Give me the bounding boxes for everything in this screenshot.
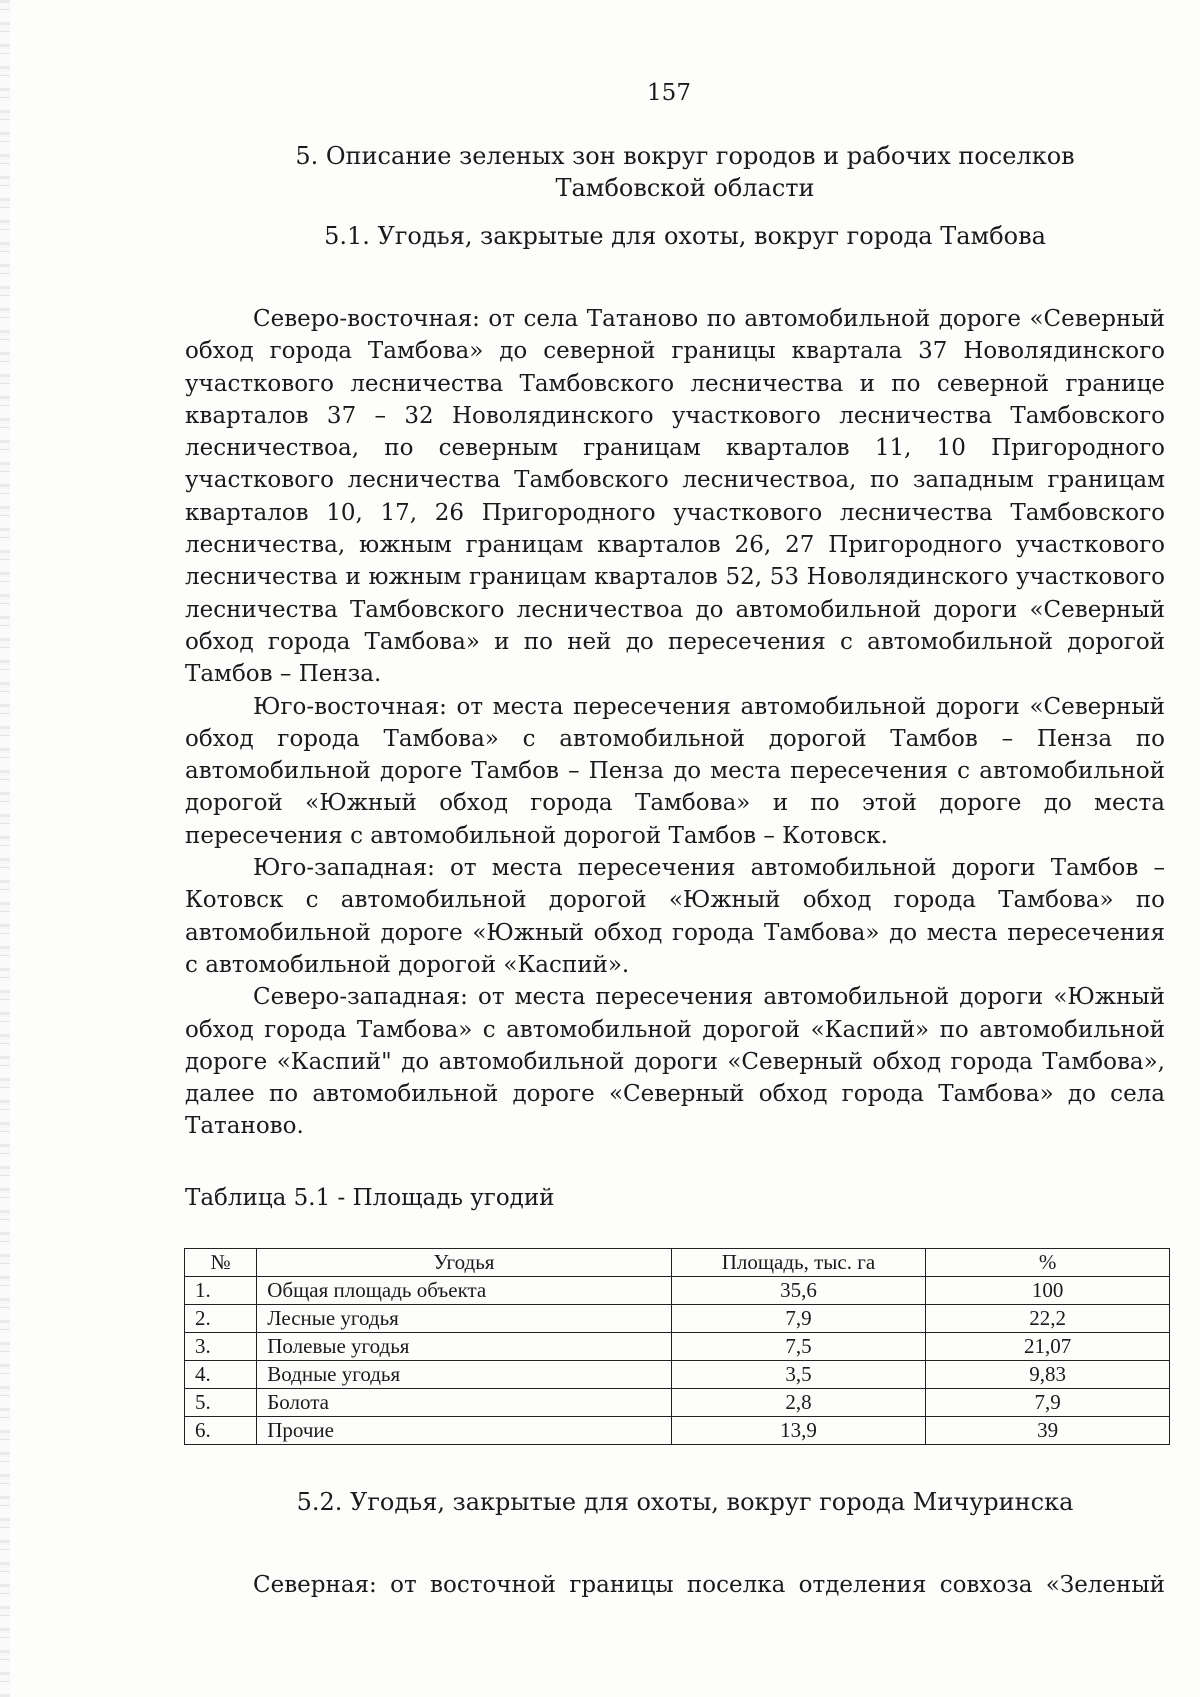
row-area: 13,9 xyxy=(671,1417,925,1445)
row-number: 6. xyxy=(185,1417,257,1445)
row-percent: 100 xyxy=(926,1277,1170,1305)
row-percent: 9,83 xyxy=(926,1361,1170,1389)
paragraph-southeast: Юго-восточная: от места пересечения автомобильной дороги «Северный обход города Тамбова» с автомобильной дорогой Тамбов – Пенза по автомобильной дороге Тамбов – Пенза до места пересечения с автомобильной дорогой «Южный обход города Тамбова» и по этой дороге до места пересечения с автомобильной дорогой Тамбов – Котовск. xyxy=(185,693,1165,849)
table-row xyxy=(185,1305,1170,1333)
table-row xyxy=(185,1389,1170,1417)
row-number: 2. xyxy=(185,1305,257,1333)
row-percent: 39 xyxy=(926,1417,1170,1445)
row-percent: 21,07 xyxy=(926,1333,1170,1361)
table-row xyxy=(185,1333,1170,1361)
row-area: 35,6 xyxy=(671,1277,925,1305)
paragraph-northeast: Северо-восточная: от села Татаново по автомобильной дороге «Северный обход города Тамбова» до северной границы квартала 37 Новолядинского участкового лесничества Тамбовского лесничества и по северной границе кварталов 37 – 32 Новолядинского участкового лесничества Тамбовского лесничествоа, по северным границам кварталов 11, 10 Пригородного участкового лесничества Тамбовского лесничествоа, по западным границам кварталов 10, 17, 26 Пригородного участкового лесничества Тамбовского лесничества, южным границам кварталов 26, 27 Пригородного участкового лесничества и южным границам кварталов 52, 53 Новолядинского участкового лесничества Тамбовского лесничествоа до автомобильной дороги «Северный обход города Тамбова» и по ней до пересечения с автомобильной дорогой Тамбов – Пенза. xyxy=(185,306,1165,688)
row-percent: 7,9 xyxy=(926,1389,1170,1417)
row-number: 5. xyxy=(185,1389,257,1417)
header-percent: % xyxy=(926,1249,1170,1277)
table-row xyxy=(185,1417,1170,1445)
row-land-type: Общая площадь объекта xyxy=(257,1277,671,1305)
row-number: 3. xyxy=(185,1333,257,1361)
paragraph-north: Северная: от восточной границы поселка отделения совхоза «Зеленый xyxy=(253,1572,1165,1598)
area-table xyxy=(184,1248,1170,1445)
subsection-title-tambov: 5.1. Угодья, закрытые для охоты, вокруг города Тамбова xyxy=(324,222,1046,250)
header-number: № xyxy=(185,1249,257,1277)
row-land-type: Полевые угодья xyxy=(257,1333,671,1361)
row-land-type: Прочие xyxy=(257,1417,671,1445)
row-area: 7,5 xyxy=(671,1333,925,1361)
row-area: 2,8 xyxy=(671,1389,925,1417)
header-area: Площадь, тыс. га xyxy=(671,1249,925,1277)
row-percent: 22,2 xyxy=(926,1305,1170,1333)
table-row xyxy=(185,1277,1170,1305)
scan-edge xyxy=(0,0,10,1697)
subsection-title-michurinsk: 5.2. Угодья, закрытые для охоты, вокруг города Мичуринска xyxy=(296,1488,1074,1516)
row-land-type: Лесные угодья xyxy=(257,1305,671,1333)
section-title: 5. Описание зеленых зон вокруг городов и рабочих поселков Тамбовской области xyxy=(295,142,1075,202)
row-area: 3,5 xyxy=(671,1361,925,1389)
table-row xyxy=(185,1361,1170,1389)
row-land-type: Болота xyxy=(257,1389,671,1417)
body-text-continued xyxy=(185,1569,1165,1601)
table-caption: Таблица 5.1 - Площадь угодий xyxy=(185,1185,555,1211)
row-area: 7,9 xyxy=(671,1305,925,1333)
table-header-row xyxy=(185,1249,1170,1277)
page-number: 157 xyxy=(647,80,691,106)
body-text xyxy=(185,303,1165,1143)
row-number: 1. xyxy=(185,1277,257,1305)
row-number: 4. xyxy=(185,1361,257,1389)
paragraph-northwest: Северо-западная: от места пересечения автомобильной дороги «Южный обход города Тамбова» с автомобильной дорогой «Каспий» по автомобильной дороге «Каспий" до автомобильной дороги «Северный обход города Тамбова», далее по автомобильной дороге «Северный обход города Тамбова» до села Татаново. xyxy=(185,984,1165,1140)
header-land-type: Угодья xyxy=(257,1249,671,1277)
paragraph-southwest: Юго-западная: от места пересечения автомобильной дороги Тамбов – Котовск с автомобильной дорогой «Южный обход города Тамбова» по автомобильной дороге «Южный обход города Тамбова» до места пересечения с автомобильной дорогой «Каспий». xyxy=(185,855,1165,978)
row-land-type: Водные угодья xyxy=(257,1361,671,1389)
